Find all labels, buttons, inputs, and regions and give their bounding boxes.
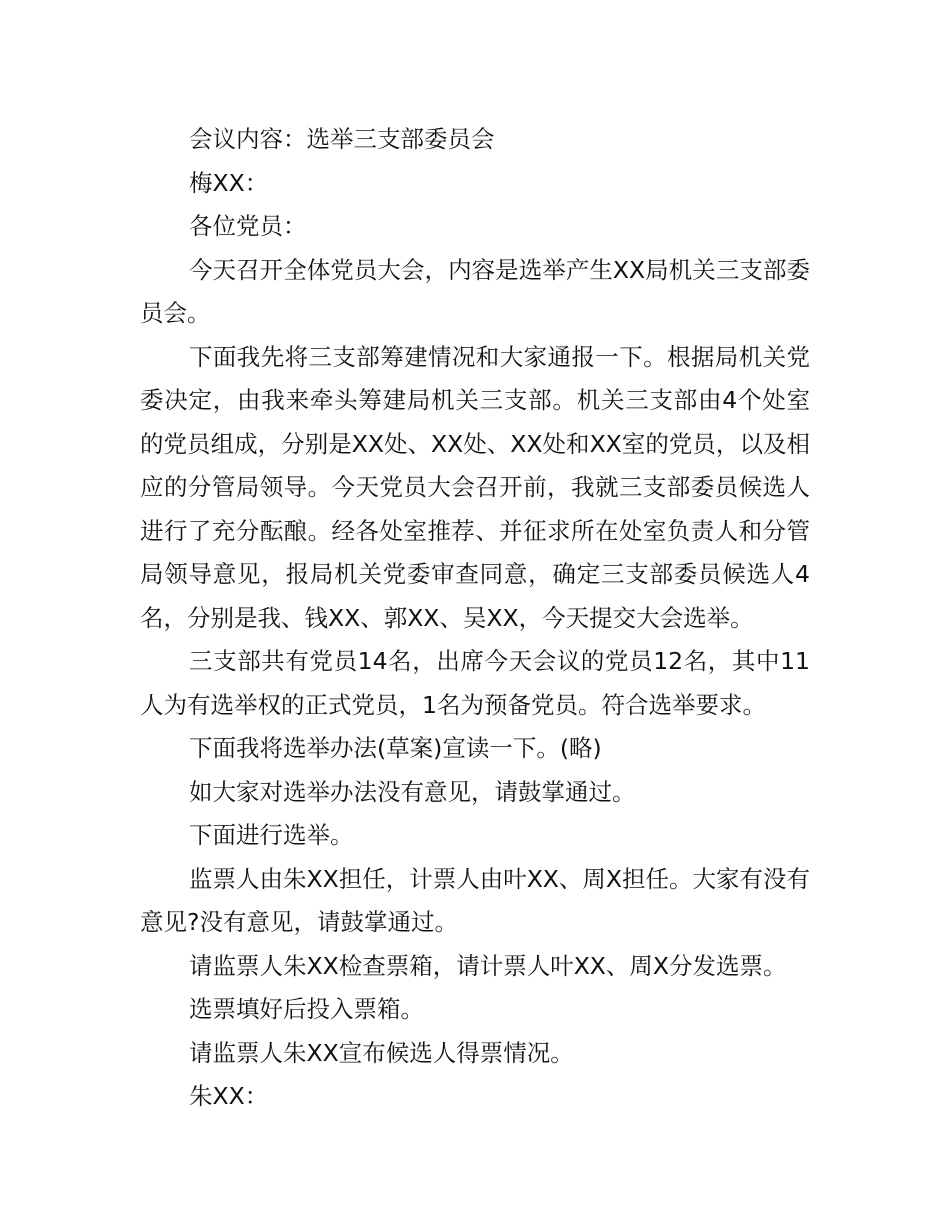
salutation: 各位党员： xyxy=(189,212,307,240)
paragraph-tellers: 监票人由朱XX担任，计票人由叶XX、周X担任。大家有没有意见?没有意见，请鼓掌通过。 xyxy=(140,864,810,936)
paragraph-attendance: 三支部共有党员14名，出席今天会议的党员12名，其中11人为有选举权的正式党员，1名为预备党员。符合选举要求。 xyxy=(140,647,810,719)
meeting-topic: 会议内容：选举三支部委员会 xyxy=(189,125,495,153)
paragraph-opening: 今天召开全体党员大会，内容是选举产生XX局机关三支部委员会。 xyxy=(140,255,810,327)
paragraph-approve-method: 如大家对选举办法没有意见，请鼓掌通过。 xyxy=(189,777,636,806)
paragraph-ballot-box: 请监票人朱XX检查票箱，请计票人叶XX、周X分发选票。 xyxy=(189,951,787,980)
paragraph-preparation-report: 下面我先将三支部筹建情况和大家通报一下。根据局机关党委决定，由我来牵头筹建局机关三支部。机关三支部由4个处室的党员组成，分别是XX处、XX处、XX处和XX室的党员，以及相应的分管局领导。今天党员大会召开前，我就三支部委员候选人进行了充分酝酿。经各处室推荐、并征求所在处室负责人和分管局领导意见，报局机关党委审查同意，确定三支部委员候选人4名，分别是我、钱XX、郭XX、吴XX，今天提交大会选举。 xyxy=(140,342,810,632)
speaker-zhu: 朱XX： xyxy=(189,1082,269,1110)
paragraph-announce-results: 请监票人朱XX宣布候选人得票情况。 xyxy=(189,1038,574,1067)
paragraph-cast-ballots: 选票填好后投入票箱。 xyxy=(189,995,424,1023)
paragraph-start-election: 下面进行选举。 xyxy=(189,821,354,849)
speaker-mei: 梅XX： xyxy=(189,168,269,197)
document-body xyxy=(140,118,810,1119)
paragraph-election-method: 下面我将选举办法(草案)宣读一下。(略) xyxy=(189,734,602,762)
